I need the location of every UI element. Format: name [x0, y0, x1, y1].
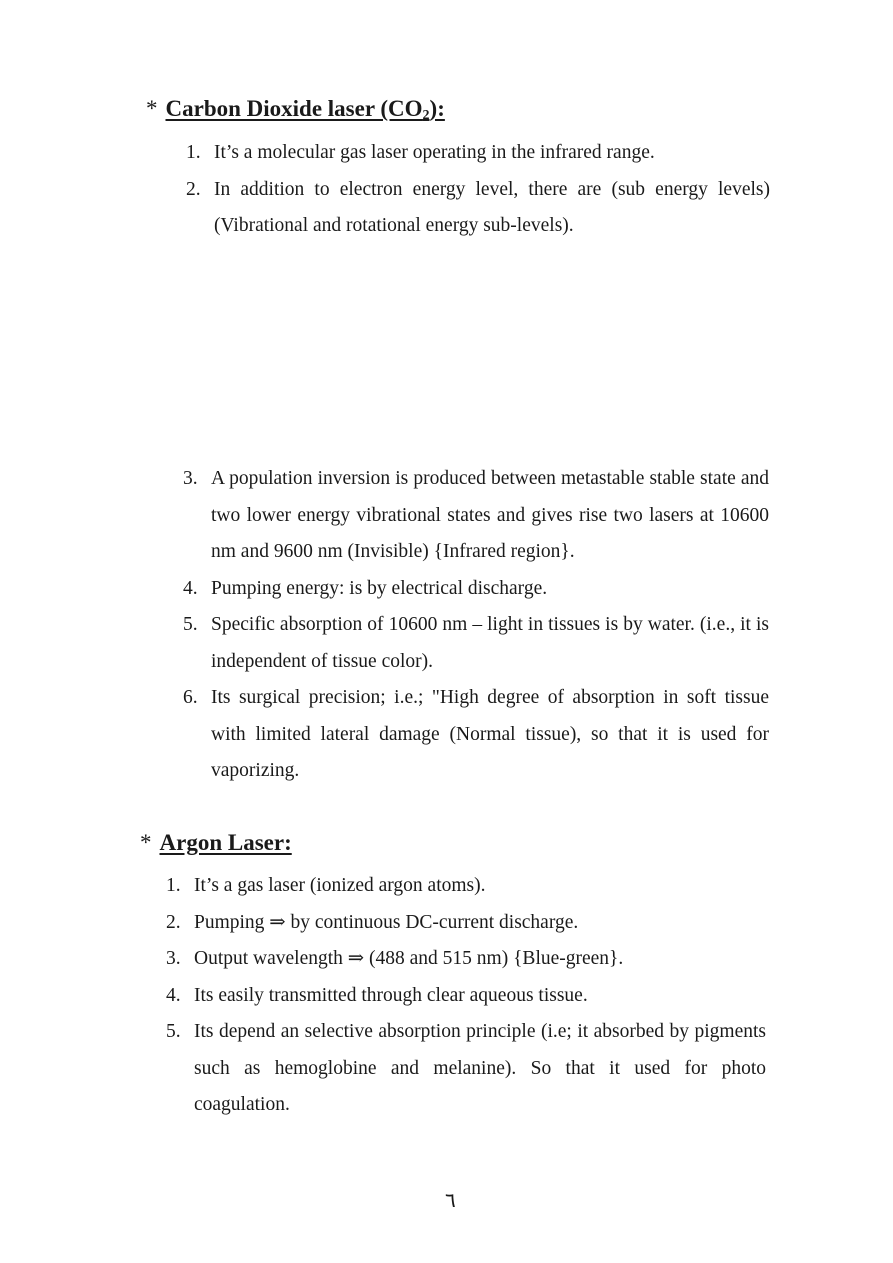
- item-number: 5.: [183, 614, 198, 635]
- list-item: [183, 461, 769, 571]
- heading-bullet: *: [146, 96, 158, 121]
- item-text: Pumping ⇒ by continuous DC-current discharge.: [194, 911, 579, 933]
- co2-list-part-1: [186, 135, 770, 245]
- heading-bullet: *: [140, 830, 152, 855]
- page-number: ٦: [445, 1188, 456, 1212]
- list-item: [186, 172, 770, 245]
- item-text: A population inversion is produced between metastable stable state and two lower energy vibrational states and gives rise two lasers at 10600 nm and 9600 nm (Invisible) {Infrared region}.: [211, 468, 769, 562]
- item-number: 3.: [166, 948, 181, 969]
- item-text: It’s a gas laser (ionized argon atoms).: [194, 875, 486, 896]
- list-item: [166, 1014, 766, 1124]
- item-number: 5.: [166, 1021, 181, 1042]
- item-number: 3.: [183, 468, 198, 489]
- list-item: [166, 941, 766, 978]
- item-text: Its easily transmitted through clear aqueous tissue.: [194, 984, 588, 1006]
- item-text: Output wavelength ⇒ (488 and 515 nm) {Blue-green}.: [194, 948, 624, 969]
- item-number: 1.: [186, 142, 201, 163]
- list-item: [183, 680, 769, 790]
- argon-section-heading: [140, 830, 292, 856]
- item-number: 6.: [183, 687, 198, 708]
- item-text: Specific absorption of 10600 nm – light in tissues is by water. (i.e., it is independent of tissue color).: [211, 614, 769, 672]
- item-text: Its surgical precision; i.e.; "High degree of absorption in soft tissue with limited lateral damage (Normal tissue), so that it is used for vaporizing.: [211, 687, 769, 781]
- item-number: 2.: [166, 911, 181, 933]
- item-text: In addition to electron energy level, there are (sub energy levels) (Vibrational and rotational energy sub-levels).: [214, 178, 770, 236]
- co2-section-heading: [146, 96, 445, 124]
- item-text: It’s a molecular gas laser operating in the infrared range.: [214, 142, 655, 163]
- list-item: [183, 571, 769, 608]
- item-text: Pumping energy: is by electrical discharge.: [211, 577, 548, 599]
- co2-list-part-2: [183, 461, 769, 790]
- list-item: [166, 868, 766, 905]
- list-item: [166, 978, 766, 1015]
- item-number: 4.: [183, 577, 198, 599]
- list-item: [186, 135, 770, 172]
- list-item: [183, 607, 769, 680]
- argon-heading-title: Argon Laser:: [159, 830, 292, 855]
- co2-heading-title: Carbon Dioxide laser $(CO_2)$:: [165, 96, 445, 123]
- argon-list: [166, 868, 766, 1124]
- item-number: 4.: [166, 984, 181, 1006]
- item-number: 1.: [166, 875, 181, 896]
- item-number: 2.: [186, 178, 201, 200]
- item-text: Its depend an selective absorption principle (i.e; it absorbed by pigments such as hemoglobine and melanine). So that it used for photo coagulation.: [194, 1021, 766, 1115]
- list-item: [166, 905, 766, 942]
